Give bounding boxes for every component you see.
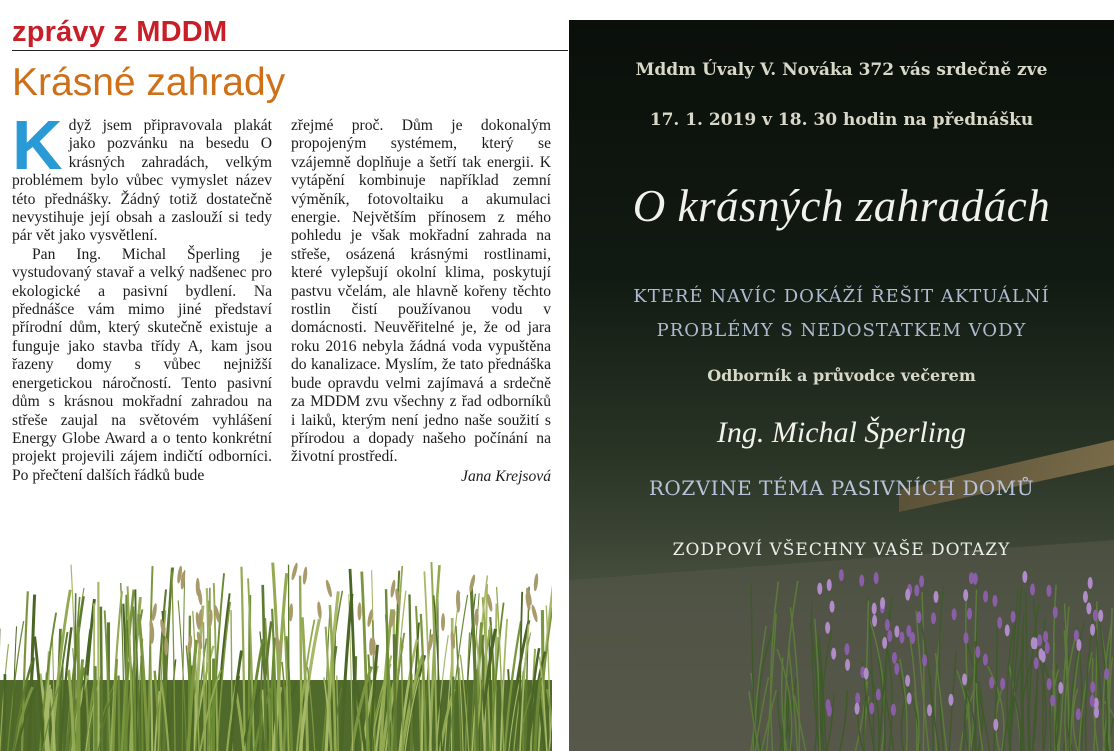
poster-questions: ZODPOVÍ VŠECHNY VAŠE DOTAZY <box>672 540 1011 560</box>
event-poster <box>569 20 1114 751</box>
article-column-1 <box>12 106 272 485</box>
article-column-2 <box>291 117 551 486</box>
poster-subtitle <box>569 280 1114 348</box>
article-paragraph-2: Pan Ing. Michal Šperling je vystudovaný stavař a velký nadšenec pro ekologické a pasivní bydlení. Na přednášce vám mimo jiné představí přírodní dům, který skutečně existuje a funguje jako stavba třídy A, kam jsou řazeny domy s vůbec nejnižší energetickou náročností. Tento pasivní dům s krásnou mokřadní zahradou na střeše zaujal na světovém vyhlášení Energy Globe Award a o tento konkrétní projekt projevili zájem indičtí odborníci. Po přečtení dalších řádků bude <box>12 245 272 484</box>
section-label: zprávy z MDDM <box>12 16 228 48</box>
drop-cap: K <box>12 106 63 184</box>
article-paragraph-3: zřejmé proč. Dům je dokonalým propojeným systémem, který se vzájemně doplňuje a šetří tak energii. K vytápění kombinuje například zemní výměník, fotovoltaiku a akumulaci energie. Největším přínosem z mého pohledu je však mokřadní zahrada na střeše, osázená krásnými rostlinami, které vylepšují okolní klima, poskytují pastvu včelám, ale hlavně kořeny těchto rostlin čistí používanou vodu v domácnosti. Neuvěřitelné je, že od jara roku 2016 nebyla žádná voda vypuštěna do kanalizace. Myslím, že tato přednáška bude opravdu velmi zajímavá a srdečně za MDDM zvu všechny z řad odborníků i laiků, kterým není jedno naše soužití s přírodou a dopady našeho počínání na životní prostředí. <box>291 117 551 466</box>
poster-speaker: Ing. Michal Šperling <box>716 416 967 449</box>
poster-topic: ROZVINE TÉMA PASIVNÍCH DOMŮ <box>648 476 1035 500</box>
poster-title: O krásných zahradách <box>632 181 1051 231</box>
poster-venue: Mddm Úvaly V. Nováka 372 vás srdečně zve <box>635 60 1048 80</box>
poster-guide-label: Odborník a průvodce večerem <box>707 366 976 385</box>
section-divider <box>12 50 568 51</box>
poster-subtitle-line-2: PROBLÉMY S NEDOSTATKEM VODY <box>656 320 1027 341</box>
article-headline: Krásné zahrady <box>12 61 286 104</box>
article-paragraph-1: dyž jsem připravovala plakát jako pozvánku na besedu O krásných zahradách, velkým problémem bylo vůbec vymyslet název této přednášky. Žádný totiž dostatečně nevystihuje její obsah a zaslouží si tedy pár vět jako vysvětlení. <box>12 117 272 245</box>
grass-photo <box>0 560 552 751</box>
article-author: Jana Krejsová <box>461 467 551 485</box>
poster-date: 17. 1. 2019 v 18. 30 hodin na přednášku <box>649 110 1034 130</box>
poster-subtitle-line-1: KTERÉ NAVÍC DOKÁŽÍ ŘEŠIT AKTUÁLNÍ <box>633 286 1050 307</box>
